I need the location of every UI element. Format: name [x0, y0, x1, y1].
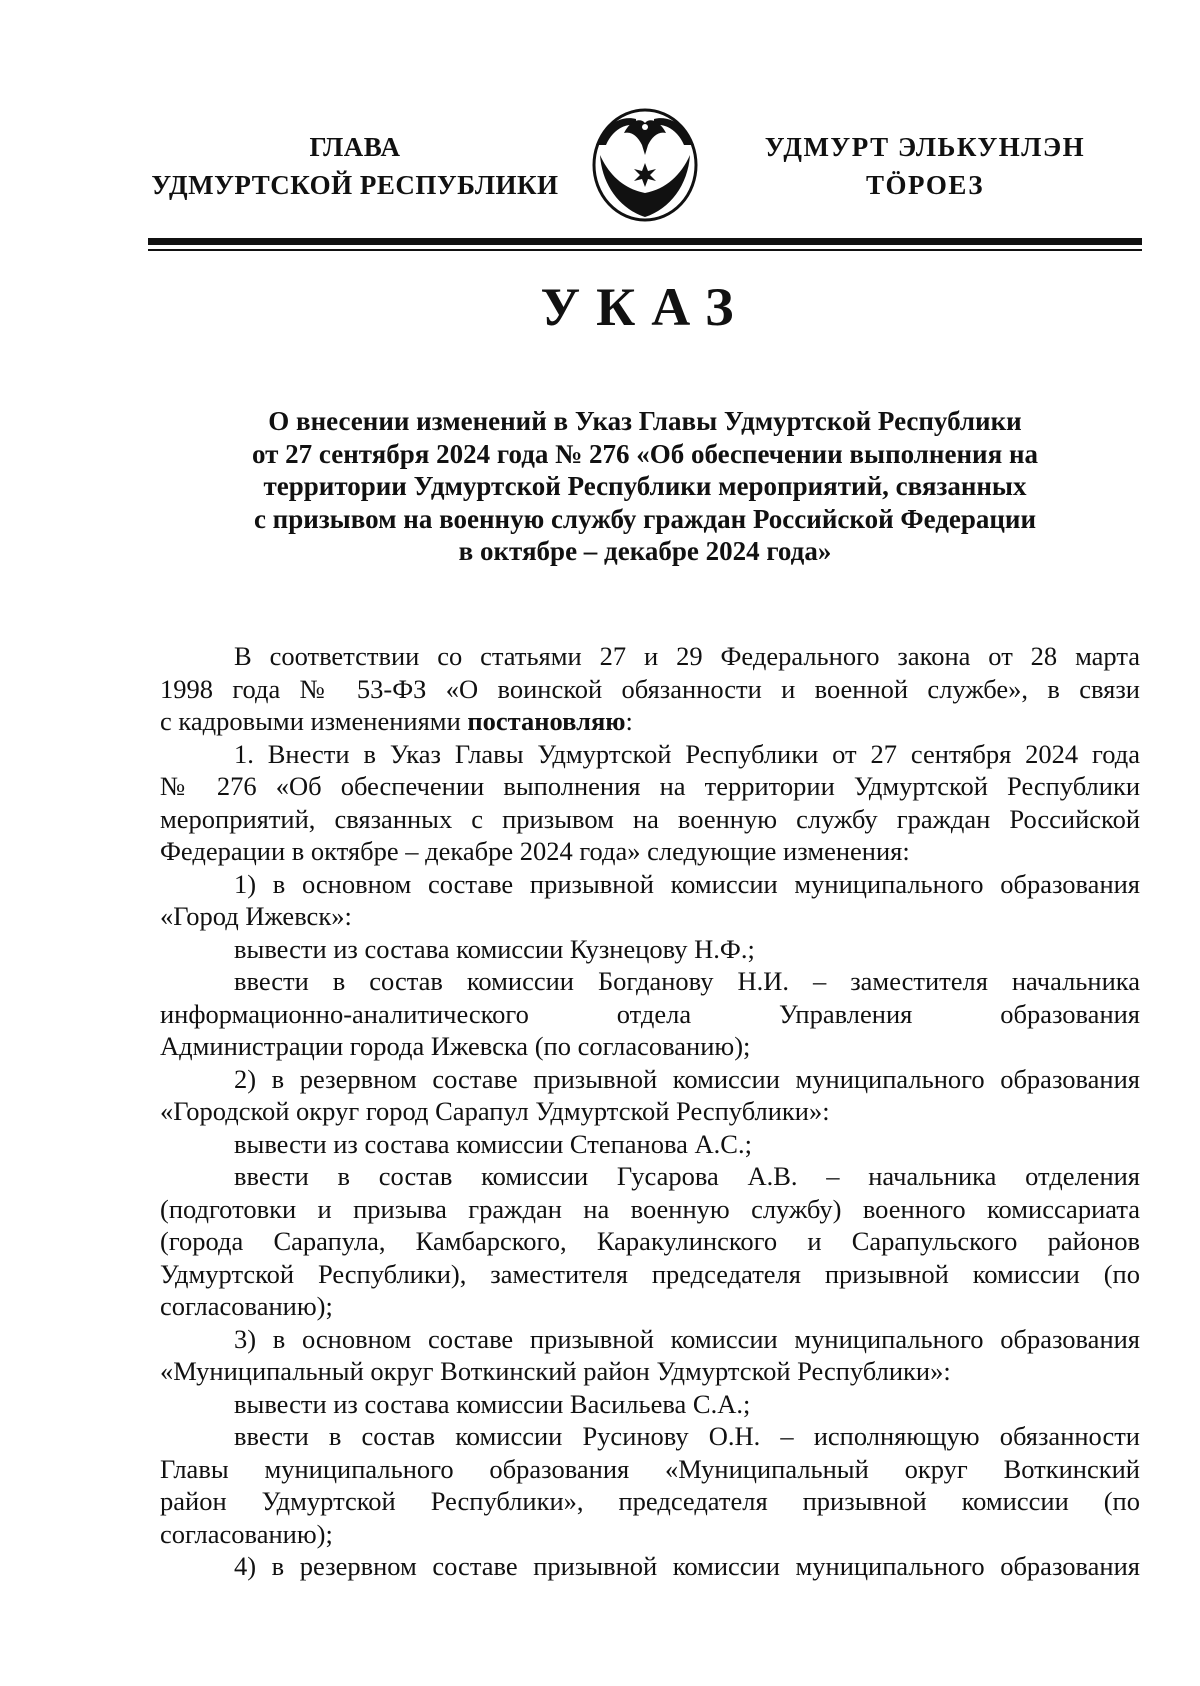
header-divider-thin — [148, 249, 1142, 251]
body-line: 1998 года № 53-ФЗ «О воинской обязанности и военной службе», в связи — [160, 673, 1140, 704]
body-line: 3) в основном составе призывной комиссии муниципального образования — [234, 1323, 1140, 1354]
issuer-title-udmurt-line2: ТӦРОЕЗ — [866, 170, 984, 200]
body-line: согласованию); — [160, 1518, 333, 1549]
subject-line: от 27 сентября 2024 года № 276 «Об обеспечении выполнения на — [251, 438, 1039, 469]
body-line: (города Сарапула, Камбарского, Каракулинского и Сарапульского районов — [160, 1226, 1140, 1256]
body-line: район Удмуртской Республики», председателя призывной комиссии (по — [160, 1486, 1140, 1516]
body-line: Федерации в октябре – декабре 2024 года» следующие изменения: — [160, 836, 910, 866]
body-line: «Муниципальный округ Воткинский район Удмуртской Республики»: — [160, 1356, 951, 1386]
header-divider-thick — [148, 238, 1142, 245]
body-line: 2) в резервном составе призывной комиссии муниципального образования — [234, 1063, 1140, 1094]
subject-line: с призывом на военную службу граждан Российской Федерации — [253, 503, 1037, 534]
body-line: согласованию); — [160, 1291, 333, 1321]
issuer-title-udmurt-line1: УДМУРТ ЭЛЬКУНЛЭН — [764, 132, 1086, 162]
issuer-title-line2: УДМУРТСКОЙ РЕСПУБЛИКИ — [151, 170, 559, 200]
body-line: 4) в резервном составе призывной комиссии муниципального образования — [234, 1551, 1140, 1581]
body-line: Главы муниципального образования «Муниципальный округ Воткинский — [160, 1453, 1140, 1484]
document-subject — [200, 405, 1090, 568]
body-line: вывести из состава комиссии Кузнецову Н.Ф.; — [234, 933, 755, 964]
decree-keyword: постановляю — [467, 706, 626, 736]
subject-line: в октябре – декабре 2024 года» — [458, 536, 832, 566]
body-line: ввести в состав комиссии Русинову О.Н. – исполняющую обязанности — [234, 1421, 1140, 1451]
body-line: ввести в состав комиссии Богданову Н.И. – заместителя начальника — [234, 966, 1140, 996]
document-type-title: УКАЗ — [540, 277, 750, 337]
body-line: ввести в состав комиссии Гусарова А.В. – начальника отделения — [234, 1161, 1140, 1191]
body-line: (подготовки и призыва граждан на военную службу) военного комиссариата — [160, 1193, 1140, 1224]
body-line: «Город Ижевск»: — [160, 901, 352, 931]
body-line: В соответствии со статьями 27 и 29 Федерального закона от 28 марта — [234, 641, 1140, 671]
body-line-text: с кадровыми изменениями — [160, 706, 468, 736]
issuer-title-line1: ГЛАВА — [309, 132, 401, 162]
body-line: Администрации города Ижевска (по согласованию); — [160, 1031, 751, 1061]
subject-line: О внесении изменений в Указ Главы Удмуртской Республики — [268, 406, 1022, 436]
body-line: 1) в основном составе призывной комиссии муниципального образования — [234, 868, 1140, 899]
body-line: «Городской округ город Сарапул Удмуртской Республики»: — [160, 1096, 830, 1126]
issuer-block-udmurt — [740, 128, 1110, 204]
body-line: вывести из состава комиссии Степанова А.С.; — [234, 1128, 752, 1159]
udmurt-coat-of-arms-icon — [586, 105, 704, 225]
body-line: мероприятий, связанных с призывом на военную службу граждан Российской — [160, 803, 1140, 834]
body-line: Удмуртской Республики), заместителя председателя призывной комиссии (по — [160, 1258, 1140, 1289]
subject-line: территории Удмуртской Республики мероприятий, связанных — [263, 471, 1027, 501]
document-body — [160, 640, 1140, 1583]
issuer-block-russian — [140, 128, 570, 204]
body-line-text: : — [625, 706, 633, 736]
body-line: информационно-аналитического отдела Управления образования — [160, 998, 1140, 1029]
body-line: 1. Внести в Указ Главы Удмуртской Республики от 27 сентября 2024 года — [234, 738, 1140, 769]
body-line-decree — [160, 705, 1140, 738]
body-line: № 276 «Об обеспечении выполнения на территории Удмуртской Республики — [160, 771, 1140, 801]
body-line: вывести из состава комиссии Васильева С.А.; — [234, 1388, 751, 1419]
